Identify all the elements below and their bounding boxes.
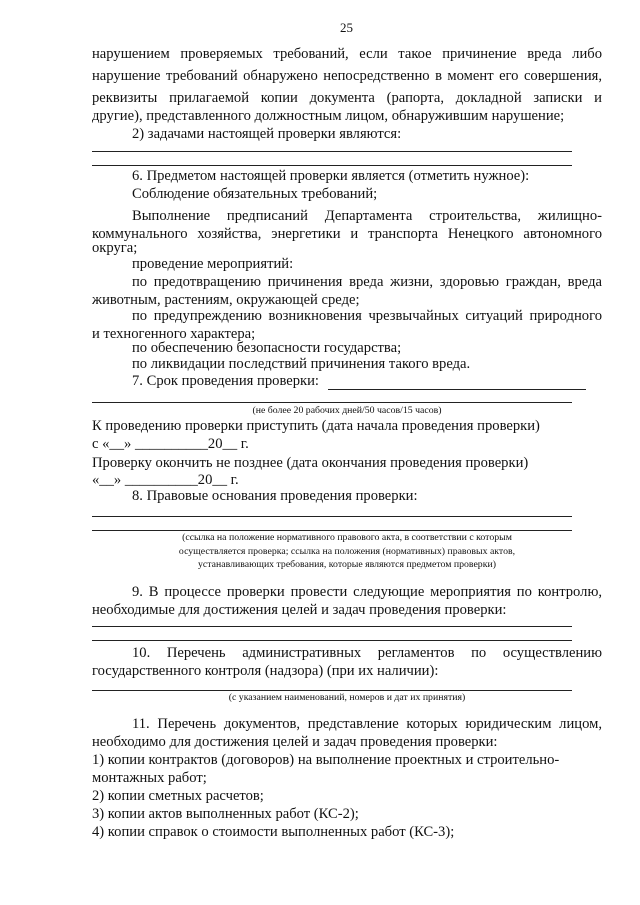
section-11-text: необходимо для достижения целей и задач проведения проверки: [92, 734, 498, 750]
section-8-note: (ссылка на положение нормативного правового акта, в соответствии с которым [182, 532, 512, 543]
section-8-title: 8. Правовые основания проведения проверки: [132, 488, 418, 504]
section-6-option: и техногенного характера; [92, 326, 256, 342]
end-date-label: Проверку окончить не позднее (дата окончания проведения проверки) [92, 455, 529, 471]
section-7-note: (не более 20 рабочих дней/50 часов/15 часов) [252, 405, 442, 416]
section-8-note: осуществляется проверка; ссылка на положения (нормативных) правовых актов, [178, 546, 516, 557]
list-item: 2) копии сметных расчетов; [92, 788, 264, 804]
section-7-title: 7. Срок проведения проверки: [132, 373, 319, 389]
section-6-option: по предупреждению возникновения чрезвычайных ситуаций природного [132, 308, 602, 324]
section-9-text: необходимые для достижения целей и задач проведения проверки: [92, 602, 507, 618]
fill-line [92, 530, 572, 531]
fill-line [92, 402, 572, 403]
paragraph-line: реквизиты прилагаемой копии документа (рапорта, докладной записки и [92, 90, 602, 106]
fill-line [92, 640, 572, 641]
section-6-title: 6. Предметом настоящей проверки является (отметить нужное): [132, 168, 530, 184]
paragraph-line: нарушением проверяемых требований, если такое причинение вреда либо [92, 46, 602, 62]
list-item: монтажных работ; [92, 770, 207, 786]
section-6-option: по предотвращению причинения вреда жизни, здоровью граждан, вреда [132, 274, 602, 290]
list-item: 3) копии актов выполненных работ (КС-2); [92, 806, 359, 822]
paragraph-line: другие), представленного должностным лицом, обнаружившим нарушение; [92, 108, 565, 124]
fill-line [92, 151, 572, 152]
section-10-text: государственного контроля (надзора) (при их наличии): [92, 663, 439, 679]
section-6-option: животным, растениям, окружающей среде; [92, 292, 360, 308]
section-6-option: Выполнение предписаний Департамента строительства, жилищно- [132, 208, 602, 224]
fill-line [92, 165, 572, 166]
fill-line [92, 626, 572, 627]
paragraph-line: нарушение требований обнаружено непосредственно в момент его совершения, [92, 68, 602, 84]
end-date-field: «__» __________20__ г. [92, 472, 239, 488]
section-11-text: 11. Перечень документов, представление которых юридическим лицом, [132, 716, 602, 732]
section-10-note: (с указанием наименований, номеров и дат их принятия) [228, 692, 466, 703]
section-6-option: проведение мероприятий: [132, 256, 294, 272]
section-10-text: 10. Перечень административных регламентов по осуществлению [132, 645, 602, 661]
start-date-field: с «__» __________20__ г. [92, 436, 249, 452]
section-6-option: по обеспечению безопасности государства; [132, 340, 402, 356]
page-number: 25 [340, 20, 353, 35]
section-6-option: коммунального хозяйства, энергетики и транспорта Ненецкого автономного [92, 226, 602, 242]
section-9-text: 9. В процессе проверки провести следующие мероприятия по контролю, [132, 584, 602, 600]
section-6-option: Соблюдение обязательных требований; [132, 186, 378, 202]
section-6-option: округа; [92, 240, 138, 256]
section-6-option: по ликвидации последствий причинения такого вреда. [132, 356, 471, 372]
start-date-label: К проведению проверки приступить (дата начала проведения проверки) [92, 418, 540, 434]
fill-line [328, 389, 586, 390]
item-2: 2) задачами настоящей проверки являются: [132, 126, 402, 142]
section-8-note: устанавливающих требования, которые являются предметом проверки) [198, 559, 496, 570]
fill-line [92, 690, 572, 691]
fill-line [92, 516, 572, 517]
list-item: 4) копии справок о стоимости выполненных работ (КС-3); [92, 824, 455, 840]
list-item: 1) копии контрактов (договоров) на выполнение проектных и строительно- [92, 752, 560, 768]
